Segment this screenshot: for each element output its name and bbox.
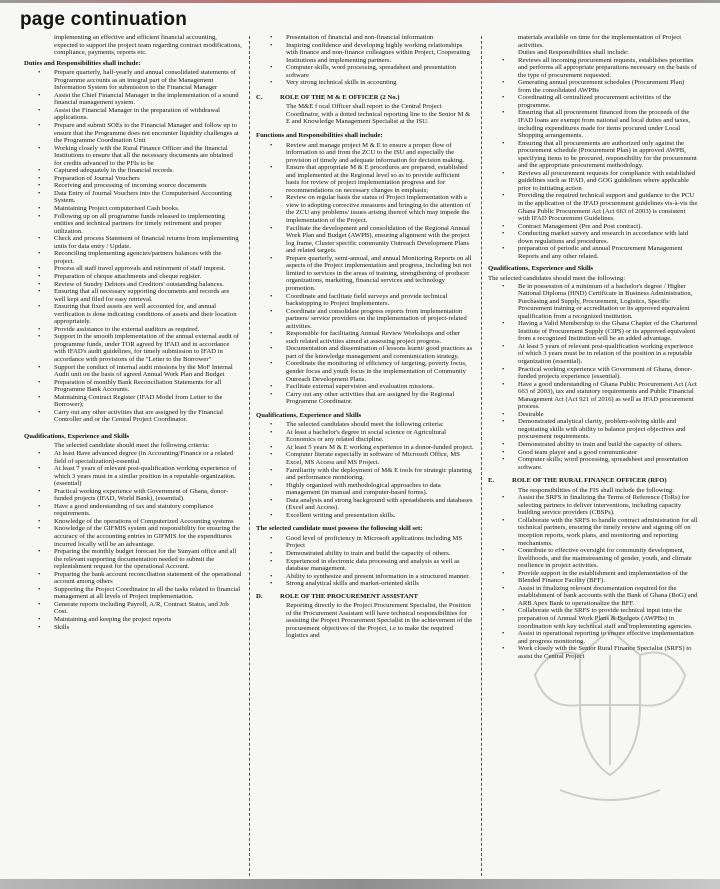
qualification-item: • Be in possession of a minimum of a bachelor's degree / Higher National Diploma (HND) Certificate in Business Administration, Purchasing and Supply, Procurement, Logistics, Specific Procurement training or accreditation or its approved equivalent qualification from a recognized institution. — [488, 283, 698, 321]
function-item: • Facilitate external supervision and evaluation missions. — [256, 383, 474, 391]
qualification-item: • Excellent writing and presentation skills. — [256, 512, 474, 520]
responsibility-item: • Assist the SRFS in finalizing the Terms of Reference (ToRs) for selecting partners to deliver interventions, including capacity building service providers (CBSPs). — [488, 494, 698, 517]
qualification-item: • Computer literate especially in software of Microsoft Office, MS Excel, MS Access and MS Project. — [256, 451, 474, 466]
duty-item: • Ensuring that all procurement financed from the proceeds of the IFAD loans are exempt from national and local duties and taxes, including expenditures made for items procured under Local Shopping arrangements. — [488, 109, 698, 139]
duty-item: • Prepare and submit SOEs to the Financial Manager and follow up to ensure that the Programme does not encounter liquidity challenges at the Programme Coordination Unit — [24, 122, 242, 145]
intro-text: materials available on time for the implementation of Project activities. — [518, 34, 682, 49]
duty-item: • Reconciling implementing agencies/partners balances with the project. — [24, 250, 242, 265]
skill-item: • Very strong technical skills in accounting — [256, 79, 474, 87]
section-heading: Qualifications, Experience and Skills — [256, 411, 362, 419]
skill-item: • Demonstrated ability to train and build the capacity of others. — [256, 550, 474, 558]
role-letter: E. — [488, 477, 495, 485]
column-left — [24, 34, 242, 631]
function-item: • Review and manage project M & E to ensure a proper flow of information to and from the ZCU to the ISU and especially the provision of timely and adequate information for decision making. — [256, 142, 474, 165]
duty-item: • Check and process Statement of financial returns from implementing units for data entry / Update. — [24, 235, 242, 250]
section-heading: Qualifications, Experience and Skills — [488, 265, 594, 273]
section-heading: The selected candidate must possess the following skill set: — [256, 525, 423, 533]
qualification-item: • Demonstrated analytical clarity, problem-solving skills and negotiating skills with ability to balance project objectives and procurement requirements. — [488, 418, 698, 441]
duty-item: • Support the conduct of internal audit missions by the MoF Internal Audit unit on the basis of agreed Annual Work Plan and Budget — [24, 364, 242, 379]
duty-item: • Maintaining Project computerised Cash books. — [24, 205, 242, 213]
duty-item: • Preparation of Journal Vouchers — [24, 175, 242, 183]
role-title: ROLE OF THE RURAL FINANCE OFFICER (RFO) — [512, 477, 667, 485]
role-title: ROLE OF THE M & E OFFICER (2 No.) — [280, 93, 400, 101]
duty-item: • Assist the Chief Financial Manager in the implementation of a sound financial management system. — [24, 92, 242, 107]
qualifications-list — [256, 421, 474, 519]
qualifications-list — [488, 283, 698, 472]
qualification-item: • Generate reports including Payroll, A/R, Contract Status, and Job Cost. — [24, 601, 242, 616]
qualification-item: • Computer skills; word processing, spreadsheet and presentation software. — [488, 456, 698, 471]
responsibility-item: • Provide support in the establishment and implementation of the Blended Finance Facility (BFF). — [488, 570, 698, 585]
duty-item: • Providing the required technical support and guidance to the PCU in the application of the IFAD procurement guidelines vis-à-vis the Ghana Public Procurement Act (Act 663 of 2003) is consistent with IFAD Procurement Guidelines. — [488, 192, 698, 222]
responsibility-item: • Contribute to effective oversight for community development, livelihoods, and the mainstreaming of gender, youth, and climate resilience in project activities. — [488, 547, 698, 570]
skill-item: • Good level of proficiency in Microsoft applications including MS Project — [256, 535, 474, 550]
duty-item: • Process all staff travel approvals and retirement of staff imprest. — [24, 265, 242, 273]
skill-item: • Presentation of financial and non-financial information — [256, 34, 474, 42]
duty-item: • Working closely with the Rural Finance Officer and the financial Institutions to ensure that all the necessary documents are obtained for credits advanced to the PFIs to be — [24, 145, 242, 168]
qualification-item: • At least 5 years of relevant post-qualification working experience of which 3 years must be in relation of the position in a reputable organization (essential). — [488, 343, 698, 366]
duty-item: • Captured adequately in the financial records. — [24, 167, 242, 175]
qualification-item: • Data analysis and strong background with spreadsheets and databases (Excel and Access). — [256, 497, 474, 512]
qualification-item: • At least a bachelor's degree in social science or Agricultural Economics or any related discipline. — [256, 429, 474, 444]
responsibility-item: • Assist in operational reporting to ensure effective implementation and progress monitoring. — [488, 630, 698, 645]
duty-item: • Reviews all procurement requests for compliance with established guidelines such as IFAD, and GOG guidelines where applicable prior to initiating action — [488, 170, 698, 193]
role-description: Reporting directly to the Project Procurement Specialist, the Position of the Procurement Assistant will have technical responsibilities for assisting the Project Procurement Specialist in the achievement of the procurement objectives of the Project, i.e to make the required logistics and — [286, 602, 473, 640]
duty-item: • Ensuring that all necessary supporting documents and records are well kept and filed for easy retrieval. — [24, 288, 242, 303]
qualification-item: • Familiarity with the deployment of M& E tools for strategic planning and performance monitoring. — [256, 467, 474, 482]
qualification-item: • Knowledge of the operations of Computerized Accounting systems — [24, 518, 242, 526]
qualification-item: • Maintaining and keeping the project reports — [24, 616, 242, 624]
duty-item: • Support in the smooth implementation of the annual external audit of programme funds, under TOR agreed by IFAD and in accordance with IFAD's audit guidelines, for timely submission to IFAD in accordance with provisions of the "Letter to the Borrower" — [24, 333, 242, 363]
function-item: • Carry out any other activities that are assigned by the Regional Programme Coordinator. — [256, 391, 474, 406]
function-item: • Review on regular basis the status of Project implementation with a view to adopting corrective measures and bringing to the attention of the ZCU any problems/ issues arising thereof which may impede the implementation of the Project. — [256, 194, 474, 224]
duty-item: • Generating annual procurement schedules (Procurement Plan) from the consolidated AWPBs — [488, 79, 698, 94]
qualification-item: • Having a Valid Membership to the Ghana Chapter of the Chartered Institute of Procurement Supply (CIPS) or its approved equivalent from a recognized Institution will be an added advantage. — [488, 320, 698, 343]
role-letter: D. — [256, 592, 263, 600]
role-description: The responsibilities of the FIS shall include the following: — [518, 486, 675, 494]
qualification-item: • Highly organized with methodological approaches to data management (in manual and computer-based forms). — [256, 482, 474, 497]
skills-list — [256, 34, 474, 87]
responsibility-item: • Assist in finalizing relevant documentation required for the establishment of bank accounts with the Bank of Ghana (BoG) and ARB Apex Bank to operationalize the BFF. — [488, 585, 698, 608]
qualification-item: • Have a good understanding of tax and statutory compliance requirements. — [24, 503, 242, 518]
role-heading — [256, 94, 474, 102]
role-heading — [488, 477, 698, 485]
skill-item: • Ability to synthesize and present information in a structured manner. — [256, 573, 474, 581]
role-heading — [256, 593, 474, 601]
qualification-item: • At least Have advanced degree (in Accounting/Finance or a related field of specialization)-essential — [24, 450, 242, 465]
qualification-item: • Practical working experience with Government of Ghana, donor-funded projects (IFAD, World Bank), (essential). — [24, 488, 242, 503]
section-heading: Duties and Responsibilities shall include: — [518, 49, 629, 57]
function-item: • Ensure that appropriate M & E procedures are prepared, established and implemented at the Regional level so as to provide sufficient basis for review of project implementation progress and for recommendations on necessary changes in emphasis; — [256, 164, 474, 194]
qualification-item: • The selected candidates should meet the following criteria: — [256, 421, 474, 429]
duty-item: • Assist the Financial Manager in the preparation of withdrawal applications. — [24, 107, 242, 122]
function-item: • Responsible for facilitating Annual Review Workshops and other such related activities aimed at assessing project progress. — [256, 330, 474, 345]
duty-item: • Reviews all incoming procurement requests, establishes priorities and performs all appropriate preparations necessary on the basis of the type of procurement requested. — [488, 57, 698, 80]
page-title: page continuation — [20, 9, 188, 30]
qualification-item: • Practical working experience with Government of Ghana, donor-funded projects experience (essential). — [488, 366, 698, 381]
qualification-item: • Good team player and a good communicator — [488, 449, 698, 457]
duty-item: • Data Entry of Journal Vouchers into the Computerised Accounting System. — [24, 190, 242, 205]
function-item: • Facilitate the development and consolidation of the Regional Annual Work Plan and Budget (AWPB), ensuring alignment with the project log frame, Cluster specific community Outreach Development Plans and related targets. — [256, 225, 474, 255]
coat-of-arms-watermark — [520, 615, 700, 825]
qualification-item: • Have a good understanding of Ghana Public Procurement Act (Act 663 of 2003), tax and statutory requirements and Public Financial Management Act (Act 921 of 2016) as well as IFAD procurement process. — [488, 381, 698, 411]
section-heading: Duties and Responsibilities shall include: — [24, 59, 141, 67]
duty-item: • Preparation of monthly Bank Reconciliation Statements for all Programme Bank Accounts. — [24, 379, 242, 394]
criteria-intro: The selected candidate should meet the following criteria: — [54, 442, 210, 450]
function-item: • Coordinate and consolidate progress reports from implementation partners/ service providers on the implementation of project-related activities. — [256, 308, 474, 331]
responsibility-item: • Work closely with the Senior Rural Finance Specialist (SRFS) to assist the Central Project — [488, 645, 698, 660]
role-title: ROLE OF THE PROCUREMENT ASSISTANT — [280, 592, 418, 600]
duty-item: • Coordinating all centralized procurement activities of the programme. — [488, 94, 698, 109]
role-description: The M&E f ocal Officer shall report to the Central Project Coordinator, with a dotted technical reporting line to the Senior M & E and Knowledge Management Specialist at the ISU. — [286, 103, 471, 126]
skills-list — [256, 535, 474, 588]
section-heading: Functions and Responsibilities shall include: — [256, 132, 383, 140]
qualification-item: • Skills — [24, 624, 242, 632]
function-item: • Prepare quarterly, semi-annual, and annual Monitoring Reports on all aspects of the Project implementation and progress, including but not limited to services in the areas of training, strengthening of producer organizations, marketing, financial services and technology promotion. — [256, 255, 474, 293]
qualification-item: • Preparing the monthly budget forecast for the Sunyani office and all the relevant supporting documentation needed to submit the replenishment request for the operational Account. — [24, 548, 242, 571]
qualification-item: • At least 5 years M & E working experience in a donor-funded project. — [256, 444, 474, 452]
column-divider — [249, 36, 250, 876]
qualification-item: • At least 7 years of relevant post-qualification working experience of which 3 years must in a similar position in a reputable organization. (essential) — [24, 465, 242, 488]
duty-item: • Provide assistance to the external auditors as required. — [24, 326, 242, 334]
skill-item: • Inspiring confidence and developing highly working relationships with finance and non-finance colleagues within Project, Cooperating Institutions and implementing partners. — [256, 42, 474, 65]
skill-item: • Computer skills, word processing, spreadsheet and presentation software — [256, 64, 474, 79]
duty-item: • Receiving and processing of incoming source documents — [24, 182, 242, 190]
duty-item: • Ensuring that fixed assets are well accounted for, and annual verification is done indicating conditions of assets and their location appropriately. — [24, 303, 242, 326]
duty-item: • Carry out any other activities that are assigned by the Financial Controller and or the Central Project Coordinator. — [24, 409, 242, 424]
function-item: • Coordinate the monitoring of efficiency of targeting, poverty focus, gender focus and youth focus in the implementation of Community Outreach Development Plans. — [256, 360, 474, 383]
duty-item: • Maintaining Contract Register (IFAD Model from Letter to the Borrower); — [24, 394, 242, 409]
intro-text: implementing an effective and efficient financial accounting, expected to support the project team regarding contract modifications, compliance, payments, reports etc. — [54, 34, 242, 57]
qualification-item: • Desirable — [488, 411, 698, 419]
responsibility-item: • Collaborate with the SRFS to handle contract administration for all technical partners, ensuring the timely review and signing off on inception reports, work plans, and monitoring and reporting mechanisms. — [488, 517, 698, 547]
function-item: • Documentation and dissemination of lessons learnt/ good practices as part of the knowledge management and communication strategy. — [256, 345, 474, 360]
responsibility-item: • Collaborate with the SRFS to provide technical input into the preparation of Annual Work Plans & Budgets (AWPBs) in coordination with key technical staff and implementing agencies. — [488, 607, 698, 630]
duty-item: • preparation of periodic and annual Procurement Management Reports and any other related. — [488, 245, 698, 260]
section-heading: Qualifications, Experience and Skills — [24, 432, 130, 440]
column-right — [488, 34, 698, 660]
column-divider — [481, 36, 482, 876]
functions-list — [256, 142, 474, 406]
duty-item: • Review of Sundry Debtors and Creditors' outstanding balances. — [24, 281, 242, 289]
function-item: • Coordinate and facilitate field surveys and provide technical backstopping to Project Implementers. — [256, 293, 474, 308]
skill-item: • Strong analytical skills and market-oriented skills — [256, 580, 474, 588]
column-middle — [256, 34, 474, 640]
duty-item: • Ensuring that all procurements are authorized only against the procurement schedule (Procurement Plan) in approved AWPB, specifying items to be procured, responsibility for the procurement and the appropriate procurement methodology. — [488, 140, 698, 170]
duties-list — [24, 69, 242, 424]
duty-item: • Prepare quarterly, half-yearly and annual consolidated statements of Programme accounts as an integral part of the Management Information System for submission to the Financial Manager — [24, 69, 242, 92]
duty-item: • Contract Management (Pre and Post contract). — [488, 223, 698, 231]
duty-item: • Preparation of cheque attachments and cheque register. — [24, 273, 242, 281]
qualification-item: • Preparing the bank account reconciliation statement of the operational account among others — [24, 571, 242, 586]
qualification-item: • Demonstrated ability to train and build the capacity of others. — [488, 441, 698, 449]
qualification-item: • Supporting the Project Coordinator in all the tasks related to financial management at all levels of Project implementation. — [24, 586, 242, 601]
criteria-intro: The selected candidates should meet the following: — [488, 274, 626, 282]
duty-item: • Conducting market survey and research in accordance with laid down regulations and procedures. — [488, 230, 698, 245]
top-edge-strip — [0, 0, 720, 3]
duty-item: • Following up on all programme funds released to implementing entities and technical partners for timely retirement and proper utilization. — [24, 213, 242, 236]
bottom-edge-strip — [0, 879, 720, 889]
qualification-item: • Knowledge of the GIFMIS system and responsibility for ensuring the accuracy of the accounting entries in GIFMIS for the expenditures incurred locally will be an advantage. — [24, 525, 242, 548]
duties-list — [488, 57, 698, 261]
skill-item: • Experienced in electronic data processing and analysis as well as database management. — [256, 558, 474, 573]
qualifications-list — [24, 450, 242, 631]
role-letter: C. — [256, 93, 263, 101]
